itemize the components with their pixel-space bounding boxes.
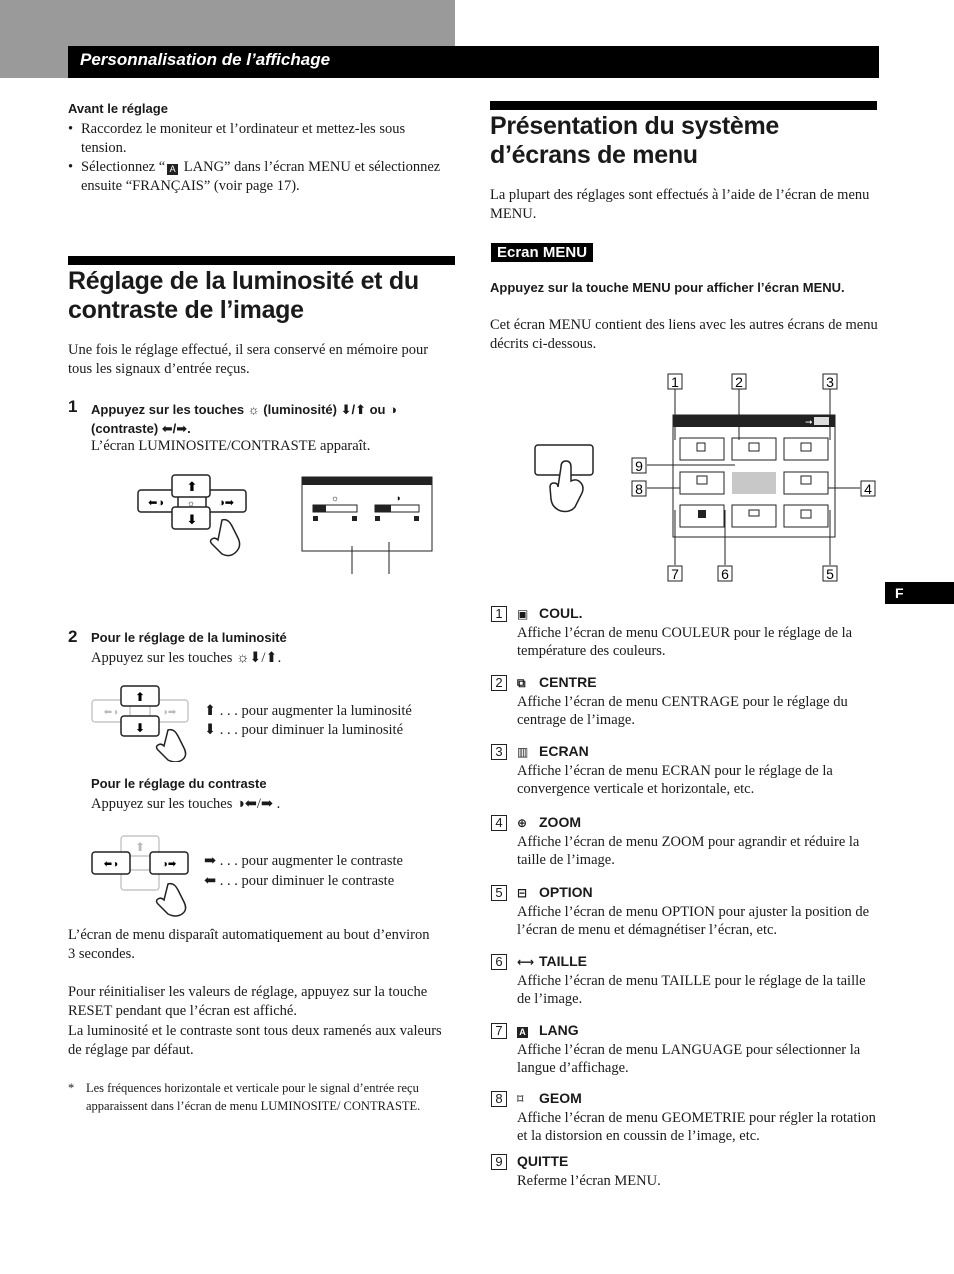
color-icon: ▣ (517, 607, 529, 621)
con-down-text: ⬅ . . . pour diminuer le contraste (204, 873, 395, 889)
menu-item-title: COUL. (539, 605, 583, 621)
svg-text:☼: ☼ (186, 498, 196, 508)
lum-up-text: ⬆ . . . pour augmenter la luminosité (204, 703, 412, 719)
menu-item-title: ECRAN (539, 743, 589, 759)
section-title: Personnalisation de l’affichage (80, 50, 331, 69)
footnote-text: Les fréquences horizontale et verticale pour le signal d’entrée reçu apparaissent dans l’écran de menu LUMINOSITE/ CONTRASTE. (86, 1081, 421, 1113)
step-2-number: 2 (68, 627, 78, 646)
svg-text:⬅◑: ⬅◑ (103, 707, 119, 718)
menu-item-title: QUITTE (517, 1153, 569, 1169)
svg-text:☼: ☼ (330, 493, 340, 503)
menu-item-description: Affiche l’écran de menu CENTRAGE pour le réglage du centrage de l’image. (517, 694, 848, 728)
menu-item-description: Affiche l’écran de menu TAILLE pour le réglage de la taille de l’image. (517, 973, 866, 1007)
con-up-text: ➡ . . . pour augmenter le contraste (204, 853, 403, 869)
svg-text:◑➡: ◑➡ (161, 707, 177, 718)
menu-item-number: 9 (491, 1154, 507, 1170)
step-2-lum-text: Appuyez sur les touches ☼⬇/⬆. (91, 650, 282, 666)
callout-9: 9 (635, 458, 643, 474)
menu-item-number: 6 (491, 954, 507, 970)
para-reset: Pour réinitialiser les valeurs de réglage, appuyez sur la touche RESET pendant que l’écran est affiché. (68, 984, 428, 1019)
section-rule-left (68, 256, 455, 265)
zoom-icon: ⊕ (517, 816, 528, 830)
callout-7: 7 (671, 566, 679, 582)
svg-text:⬇: ⬇ (186, 512, 198, 527)
luminosity-illustration (130, 470, 450, 580)
control-pad (138, 475, 246, 556)
step-1-instruction: Appuyez sur les touches ☼ (luminosité) ⬇/⬆ ou ◑ (contraste) ⬅/➡. (91, 402, 397, 436)
menu-item-title: OPTION (539, 884, 593, 900)
step-2-con-title: Pour le réglage du contraste (91, 776, 267, 791)
screen-icon: ▥ (517, 745, 529, 759)
svg-text:⬅◑: ⬅◑ (148, 497, 164, 509)
menu-item-number: 5 (491, 885, 507, 901)
para-auto-close: L’écran de menu disparaît automatiquement au bout d’environ 3 secondes. (68, 927, 430, 962)
svg-text:⬅◑: ⬅◑ (103, 859, 119, 870)
svg-text:⬇: ⬇ (134, 721, 146, 735)
menu-item-description: Affiche l’écran de menu COULEUR pour le réglage de la température des couleurs. (517, 625, 853, 659)
ecran-menu-subhead: Ecran MENU (491, 243, 593, 262)
menu-item-description: Affiche l’écran de menu LANGUAGE pour sélectionner la langue d’affichage. (517, 1042, 861, 1076)
menu-intro: La plupart des réglages sont effectués à l’aide de l’écran de menu MENU. (490, 187, 870, 222)
avant-bullet-1: Raccordez le moniteur et l’ordinateur et mettez-les sous tension. (81, 121, 406, 156)
menu-item-title: GEOM (539, 1090, 582, 1106)
menu-system-heading: Présentation du système d’écrans de menu (490, 112, 780, 169)
centre-icon: ⧉ (517, 676, 526, 690)
menu-item-number: 3 (491, 744, 507, 760)
callout-8: 8 (635, 481, 643, 497)
svg-text:◑➡: ◑➡ (161, 859, 177, 870)
menu-instruction: Appuyez sur la touche MENU pour afficher l’écran MENU. (490, 280, 845, 295)
lum-pad-illustration (88, 682, 208, 762)
luminosity-osd (302, 477, 432, 574)
footnote-mark: * (68, 1081, 75, 1095)
menu-item-title: CENTRE (539, 674, 597, 690)
lum-down-text: ⬇ . . . pour diminuer la luminosité (204, 722, 404, 738)
con-pad-illustration (88, 832, 208, 918)
svg-text:◑: ◑ (395, 493, 401, 503)
menu-item-number: 4 (491, 815, 507, 831)
svg-text:➞: ➞ (805, 417, 813, 427)
step-1-text: L’écran LUMINOSITE/CONTRASTE apparaît. (91, 438, 371, 454)
section-rule-right (490, 101, 877, 110)
callout-1: 1 (671, 374, 679, 390)
menu-item-description: Affiche l’écran de menu ZOOM pour agrandir et réduire la taille de l’image. (517, 834, 860, 868)
menu-item-number: 1 (491, 606, 507, 622)
menu-description: Cet écran MENU contient des liens avec les autres écrans de menu décrits ci-dessous. (490, 317, 878, 352)
menu-item-number: 7 (491, 1023, 507, 1039)
lang-icon: A (167, 164, 178, 175)
size-icon: ⟷ (517, 955, 535, 969)
menu-item-title: ZOOM (539, 814, 581, 830)
language-tab: F (885, 582, 954, 604)
menu-item-description: Affiche l’écran de menu ECRAN pour le réglage de la convergence verticale et horizontale, etc. (517, 763, 833, 797)
svg-text:⬆: ⬆ (134, 840, 146, 854)
step-1-number: 1 (68, 397, 78, 416)
svg-text:⬆: ⬆ (186, 479, 198, 494)
avant-bullets: • Raccordez le moniteur et l’ordinateur et mettez-les sous tension. • Sélectionnez “ A LANG” dans l’écran MENU et sélectionnez ensuite “FRANÇAIS” (voir page 17). (68, 121, 441, 194)
callout-5: 5 (826, 566, 834, 582)
svg-text:⬆: ⬆ (134, 690, 146, 704)
menu-item-description: Affiche l’écran de menu GEOMETRIE pour régler la rotation et la distorsion en coussin de l’image, etc. (517, 1110, 876, 1144)
callout-4: 4 (864, 481, 872, 497)
geom-icon: ⌑ (517, 1092, 524, 1106)
menu-item-title: TAILLE (539, 953, 587, 969)
callout-3: 3 (826, 374, 834, 390)
option-icon: ⊟ (517, 886, 528, 900)
menu-item-description: Referme l’écran MENU. (517, 1173, 661, 1189)
luminosity-heading: Réglage de la luminosité et du contraste de l’image (68, 267, 419, 324)
avant-title: Avant le réglage (68, 101, 168, 116)
callout-2: 2 (735, 374, 743, 390)
menu-item-number: 8 (491, 1091, 507, 1107)
menu-item-number: 2 (491, 675, 507, 691)
para-default: La luminosité et le contraste sont tous deux ramenés aux valeurs de réglage par défaut. (68, 1023, 442, 1058)
menu-item-title: LANG (539, 1022, 579, 1038)
lang-icon: A (517, 1027, 528, 1038)
menu-item-description: Affiche l’écran de menu OPTION pour ajuster la position de l’écran de menu et démagnétiser l’écran, etc. (517, 904, 870, 938)
callout-6: 6 (721, 566, 729, 582)
luminosity-intro: Une fois le réglage effectué, il sera conservé en mémoire pour tous les signaux d’entrée reçus. (68, 342, 429, 377)
menu-diagram (525, 370, 885, 585)
step-2-lum-title: Pour le réglage de la luminosité (91, 630, 287, 645)
step-2-con-text: Appuyez sur les touches ◑⬅/➡ . (91, 796, 281, 812)
svg-text:◑➡: ◑➡ (218, 497, 234, 509)
